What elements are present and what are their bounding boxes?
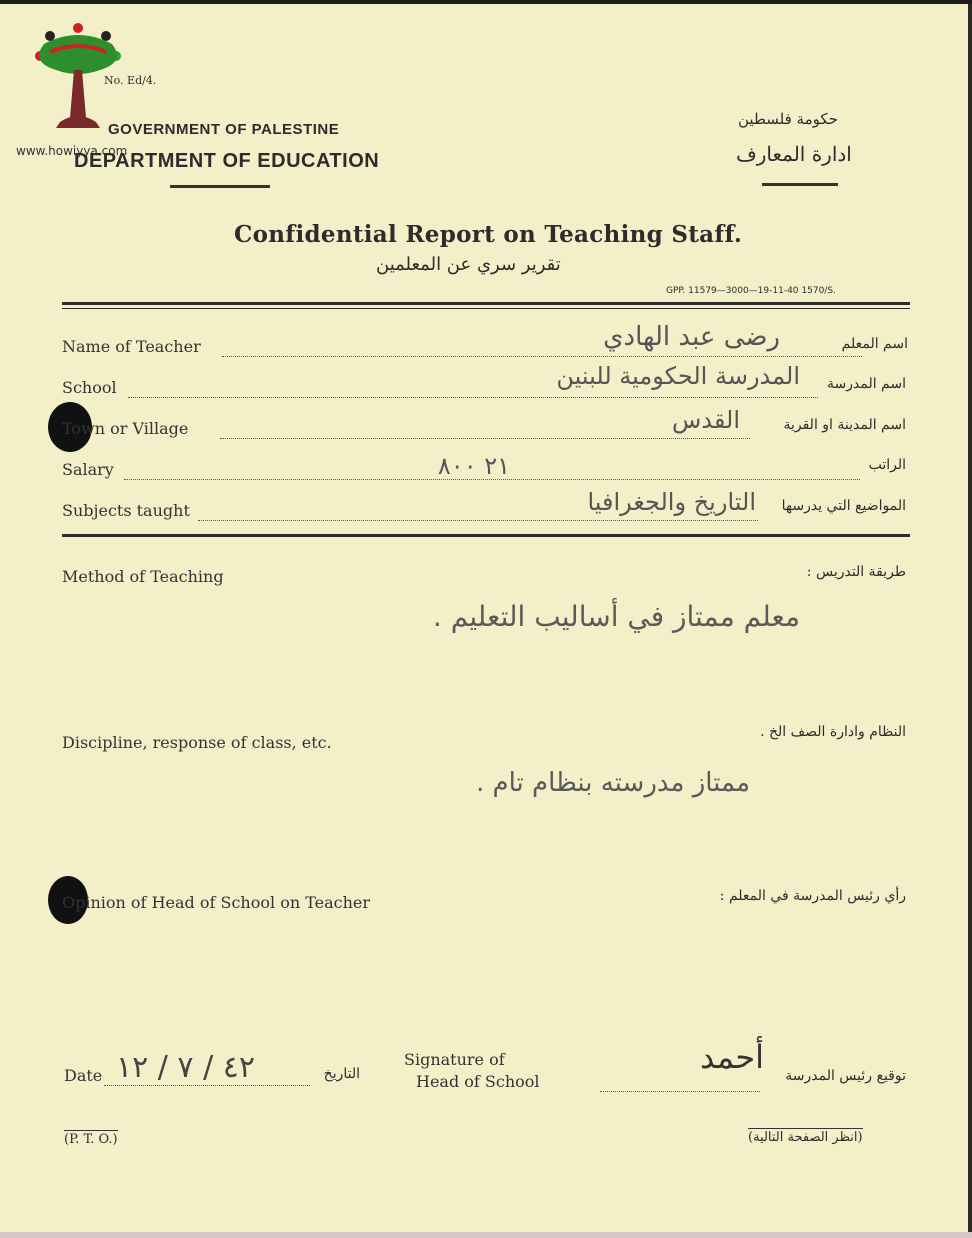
print-code: GPP. 11579—3000—19-11-40 1570/S. xyxy=(666,286,836,296)
field-label-ar: اسم المعلم xyxy=(841,336,908,352)
opinion-label-ar: رأي رئيس المدرسة في المعلم : xyxy=(719,888,906,904)
method-value: معلم ممتاز في أساليب التعليم . xyxy=(432,600,800,633)
signature-line xyxy=(600,1090,760,1092)
discipline-label-en: Discipline, response of class, etc. xyxy=(62,733,332,752)
government-title-en: GOVERNMENT OF PALESTINE xyxy=(108,121,340,138)
field-line xyxy=(220,437,750,439)
watermark-url: www.howiyya.com xyxy=(16,144,128,158)
field-value: رضى عبد الهادي xyxy=(603,322,780,352)
header-dash-right xyxy=(762,183,838,186)
department-title-ar: ادارة المعارف xyxy=(736,142,852,166)
field-line xyxy=(128,396,818,398)
top-rule xyxy=(62,302,910,305)
method-label-en: Method of Teaching xyxy=(62,567,224,586)
date-label: Date xyxy=(64,1066,103,1085)
field-label-en: Town or Village xyxy=(62,419,189,438)
field-line xyxy=(222,355,862,357)
field-value: المدرسة الحكومية للبنين xyxy=(556,362,800,390)
field-label-en: Name of Teacher xyxy=(62,337,201,356)
government-title-ar: حكومة فلسطين xyxy=(738,110,838,128)
form-number: No. Ed/4. xyxy=(104,74,157,87)
signature-value: أحمد xyxy=(700,1038,764,1076)
field-label-ar: اسم المدينة او القرية xyxy=(783,417,906,433)
field-label-ar: الراتب xyxy=(868,457,906,473)
field-line xyxy=(198,519,758,521)
field-label-ar: اسم المدرسة xyxy=(827,376,906,392)
field-label-ar: المواضيع التي يدرسها xyxy=(781,498,906,514)
field-value: القدس xyxy=(671,406,740,434)
report-form xyxy=(0,4,968,1232)
next-page-note: (انظر الصفحة التالية) xyxy=(748,1130,863,1145)
department-title-en: DEPARTMENT OF EDUCATION xyxy=(74,150,380,172)
field-value: ٢١ ٨٠٠ xyxy=(437,452,510,480)
scan-bottom-edge xyxy=(0,1232,972,1238)
report-title-ar: تقرير سري عن المعلمين xyxy=(376,254,561,275)
signature-label-ar: توقيع رئيس المدرسة xyxy=(785,1068,906,1084)
report-title-en: Confidential Report on Teaching Staff. xyxy=(234,221,743,248)
date-label-ar: التاريخ xyxy=(323,1066,360,1082)
field-label-en: School xyxy=(62,378,117,397)
signature-label-en-1: Signature of xyxy=(404,1050,505,1069)
discipline-label-ar: النظام وادارة الصف الخ . xyxy=(760,724,906,740)
pto-note: (P. T. O.) xyxy=(64,1132,118,1147)
top-rule-thin xyxy=(62,308,910,309)
date-value: ٤٢ / ٧ / ١٢ xyxy=(116,1050,255,1085)
signature-label-en-2: Head of School xyxy=(416,1072,540,1091)
fields-bottom-rule xyxy=(62,534,910,537)
header-dash-left xyxy=(170,185,270,188)
method-label-ar: طريقة التدريس : xyxy=(806,564,906,580)
field-value: التاريخ والجغرافيا xyxy=(587,488,756,516)
discipline-value: ممتاز مدرسته بنظام تام . xyxy=(476,768,750,798)
field-label-en: Subjects taught xyxy=(62,501,190,520)
field-label-en: Salary xyxy=(62,460,114,479)
opinion-label-en: Opinion of Head of School on Teacher xyxy=(62,893,371,912)
